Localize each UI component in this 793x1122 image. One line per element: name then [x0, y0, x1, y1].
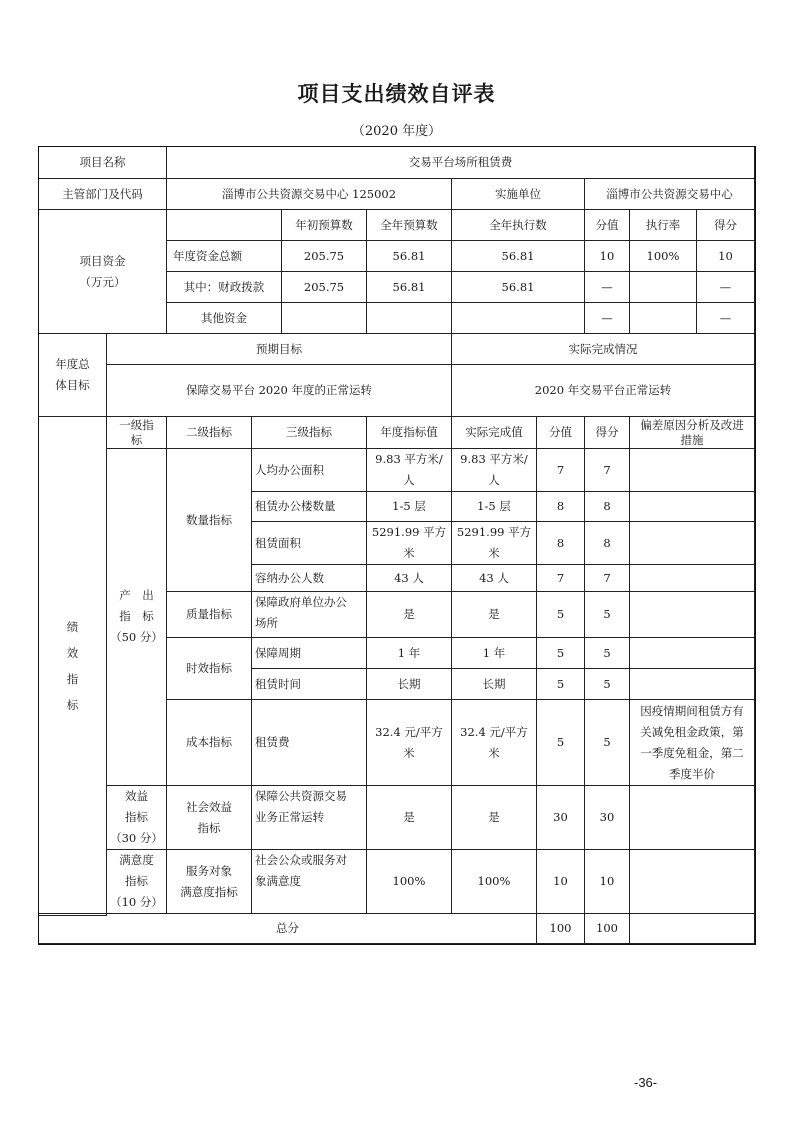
project-name-value: 交易平台场所租赁费 [166, 146, 755, 179]
indicator-score: 8 [584, 491, 630, 522]
funds-row-annual: 56.81 [366, 240, 452, 272]
funds-row-executed: 56.81 [451, 240, 585, 272]
output-line1: 产 出 [119, 588, 154, 602]
header-actual-value: 实际完成值 [451, 416, 537, 449]
indicator-name: 保障周期 [251, 637, 367, 669]
funds-row-score: 10 [696, 240, 755, 272]
funds-label-line2: （万元） [79, 274, 126, 289]
goals-expected-header: 预期目标 [106, 333, 452, 365]
side-char: 效 [66, 646, 79, 660]
indicator-target: 1 年 [366, 637, 452, 669]
indicator-name: 租赁时间 [251, 668, 367, 700]
note-line: 关减免租金政策，第 [640, 724, 744, 739]
indicator-actual: 是 [451, 785, 537, 850]
funds-row-initial: 205.75 [281, 271, 367, 303]
name-line2: 业务正常运转 [255, 810, 324, 824]
actual-line1: 32.4 元/平方 [460, 724, 528, 739]
funds-row-initial: 205.75 [281, 240, 367, 272]
name-line1: 社会公众或服务对 [255, 853, 347, 867]
indicator-score-value: 7 [536, 564, 585, 592]
indicator-note [629, 668, 755, 700]
funds-row-rate [629, 271, 697, 303]
indicator-note [629, 491, 755, 522]
indicator-score: 7 [584, 448, 630, 492]
target-line2: 米 [403, 546, 415, 560]
indicator-actual [451, 521, 537, 565]
note-line: 因疫情期间租赁方有 [640, 703, 744, 718]
header-annual-target: 年度指标值 [366, 416, 452, 449]
level2-cost: 成本指标 [166, 699, 252, 786]
page-number: -36- [634, 1075, 658, 1090]
funds-header-score-value: 分值 [584, 209, 630, 241]
target-line2: 人 [403, 473, 415, 487]
note-line: 季度半价 [669, 766, 715, 781]
indicator-target: 43 人 [366, 564, 452, 592]
indicator-note [629, 637, 755, 669]
header-deviation-line1: 偏差原因分析及改进 [640, 417, 744, 432]
funds-row-initial [281, 302, 367, 334]
indicator-score: 5 [584, 591, 630, 638]
target-line2: 米 [403, 745, 415, 760]
satisfaction-line1: 满意度 [119, 853, 154, 867]
indicator-actual: 43 人 [451, 564, 537, 592]
side-char: 标 [66, 698, 79, 712]
funds-row-annual [366, 302, 452, 334]
level2-service [166, 849, 252, 914]
output-line2: 指 标 [119, 609, 154, 623]
indicator-score: 5 [584, 637, 630, 669]
indicator-score: 30 [584, 785, 630, 850]
funds-header-initial: 年初预算数 [281, 209, 367, 241]
indicator-actual: 100% [451, 849, 537, 914]
indicator-note [629, 699, 755, 786]
indicator-target: 1-5 层 [366, 491, 452, 522]
indicator-score: 10 [584, 849, 630, 914]
indicator-name: 容纳办公人数 [251, 564, 367, 592]
indicator-score: 7 [584, 564, 630, 592]
total-note [629, 913, 755, 944]
impl-value: 淄博市公共资源交易中心 [584, 178, 755, 210]
indicator-score-value: 30 [536, 785, 585, 850]
indicator-name: 租赁面积 [251, 521, 367, 565]
funds-row-score: — [696, 271, 755, 303]
project-name-label: 项目名称 [38, 146, 167, 179]
funds-row-executed: 56.81 [451, 271, 585, 303]
benefit-line2: 指标 [125, 810, 148, 824]
indicator-note [629, 564, 755, 592]
indicator-score-value: 5 [536, 699, 585, 786]
funds-row-rate [629, 302, 697, 334]
satisfaction-line2: 指标 [125, 874, 148, 888]
funds-row-label: 年度资金总额 [166, 240, 282, 272]
funds-row-score-value: — [584, 302, 630, 334]
service-line2: 满意度指标 [180, 884, 238, 899]
header-level1 [106, 416, 167, 449]
header-level1-line2: 标 [130, 432, 143, 447]
header-level3: 三级指标 [251, 416, 367, 449]
goals-label-line2: 体目标 [55, 378, 90, 392]
header-deviation-line2: 措施 [680, 432, 704, 447]
social-line2: 指标 [197, 820, 221, 835]
page-title: 项目支出绩效自评表 [297, 82, 496, 106]
indicator-target [366, 521, 452, 565]
note-line: 一季度免租金，第二 [640, 745, 744, 760]
indicator-actual: 1-5 层 [451, 491, 537, 522]
indicator-note [629, 785, 755, 850]
funds-header-score: 得分 [696, 209, 755, 241]
indicator-target: 是 [366, 591, 452, 638]
funds-row-score-value: 10 [584, 240, 630, 272]
header-level2: 二级指标 [166, 416, 252, 449]
indicator-score-value: 8 [536, 521, 585, 565]
indicators-side-label [38, 416, 107, 916]
benefit-line3: （30 分） [110, 831, 163, 845]
funds-header-rate: 执行率 [629, 209, 697, 241]
level2-quantity: 数量指标 [166, 448, 252, 592]
indicator-name: 租赁费 [251, 699, 367, 786]
dept-value: 淄博市公共资源交易中心 125002 [166, 178, 452, 210]
target-line1: 9.83 平方米/ [375, 452, 443, 466]
side-char: 指 [66, 672, 79, 686]
side-char: 绩 [66, 620, 79, 634]
goals-label [38, 333, 107, 417]
funds-row-score: — [696, 302, 755, 334]
level2-timeliness: 时效指标 [166, 637, 252, 700]
level2-social [166, 785, 252, 850]
output-line3: （50 分） [110, 630, 163, 644]
indicator-actual [451, 699, 537, 786]
indicator-score: 5 [584, 668, 630, 700]
service-line1: 服务对象 [186, 863, 232, 878]
header-level1-line1: 一级指 [119, 417, 154, 432]
indicator-name [251, 785, 367, 850]
goals-expected-value: 保障交易平台 2020 年度的正常运转 [106, 364, 452, 417]
goals-actual-header: 实际完成情况 [451, 333, 755, 365]
target-line1: 32.4 元/平方 [375, 724, 443, 739]
funds-row-executed [451, 302, 585, 334]
indicator-note [629, 591, 755, 638]
actual-line2: 米 [488, 745, 500, 760]
funds-header-blank [166, 209, 282, 241]
indicator-actual: 1 年 [451, 637, 537, 669]
output-group-label [106, 448, 167, 786]
target-line1: 5291.99 平方 [371, 525, 447, 539]
funds-row-label: 其中：财政拨款 [166, 271, 282, 303]
name-line2: 象满意度 [255, 874, 301, 888]
funds-header-executed: 全年执行数 [451, 209, 585, 241]
satisfaction-group-label [106, 849, 167, 914]
actual-line1: 5291.99 平方 [456, 525, 532, 539]
indicator-actual [451, 448, 537, 492]
indicator-target: 是 [366, 785, 452, 850]
indicator-target: 100% [366, 849, 452, 914]
actual-line2: 米 [488, 546, 500, 560]
indicator-score-value: 5 [536, 637, 585, 669]
indicator-score-value: 5 [536, 668, 585, 700]
page-subtitle: （2020 年度） [351, 124, 442, 139]
funds-row-score-value: — [584, 271, 630, 303]
indicator-score-value: 5 [536, 591, 585, 638]
header-deviation [629, 416, 755, 449]
goals-label-line1: 年度总 [55, 357, 90, 371]
funds-header-annual: 全年预算数 [366, 209, 452, 241]
header-score-value: 分值 [536, 416, 585, 449]
name-line2: 场所 [255, 616, 278, 630]
funds-label [38, 209, 167, 334]
indicator-note [629, 521, 755, 565]
total-label: 总分 [38, 913, 537, 944]
indicator-target: 长期 [366, 668, 452, 700]
satisfaction-line3: （10 分） [110, 895, 163, 909]
indicator-score-value: 10 [536, 849, 585, 914]
benefit-group-label [106, 785, 167, 850]
indicator-target [366, 448, 452, 492]
social-line1: 社会效益 [186, 799, 232, 814]
impl-label: 实施单位 [451, 178, 585, 210]
total-score: 100 [584, 913, 630, 944]
indicator-target [366, 699, 452, 786]
benefit-line1: 效益 [125, 789, 148, 803]
name-line1: 保障公共资源交易 [255, 789, 347, 803]
level2-quality: 质量指标 [166, 591, 252, 638]
indicator-note [629, 849, 755, 914]
goals-actual-value: 2020 年交易平台正常运转 [451, 364, 755, 417]
indicator-name: 人均办公面积 [251, 448, 367, 492]
dept-label: 主管部门及代码 [38, 178, 167, 210]
funds-row-rate: 100% [629, 240, 697, 272]
actual-line2: 人 [488, 473, 500, 487]
actual-line1: 9.83 平方米/ [460, 452, 528, 466]
indicator-score: 5 [584, 699, 630, 786]
funds-label-line1: 项目资金 [79, 253, 126, 268]
indicator-actual: 长期 [451, 668, 537, 700]
indicator-score-value: 8 [536, 491, 585, 522]
indicator-note [629, 448, 755, 492]
header-score: 得分 [584, 416, 630, 449]
funds-row-label: 其他资金 [166, 302, 282, 334]
indicator-name: 租赁办公楼数量 [251, 491, 367, 522]
name-line1: 保障政府单位办公 [255, 595, 347, 609]
indicator-score-value: 7 [536, 448, 585, 492]
funds-row-annual: 56.81 [366, 271, 452, 303]
indicator-name [251, 849, 367, 914]
indicator-actual: 是 [451, 591, 537, 638]
indicator-score: 8 [584, 521, 630, 565]
total-score-value: 100 [536, 913, 585, 944]
indicator-name [251, 591, 367, 638]
